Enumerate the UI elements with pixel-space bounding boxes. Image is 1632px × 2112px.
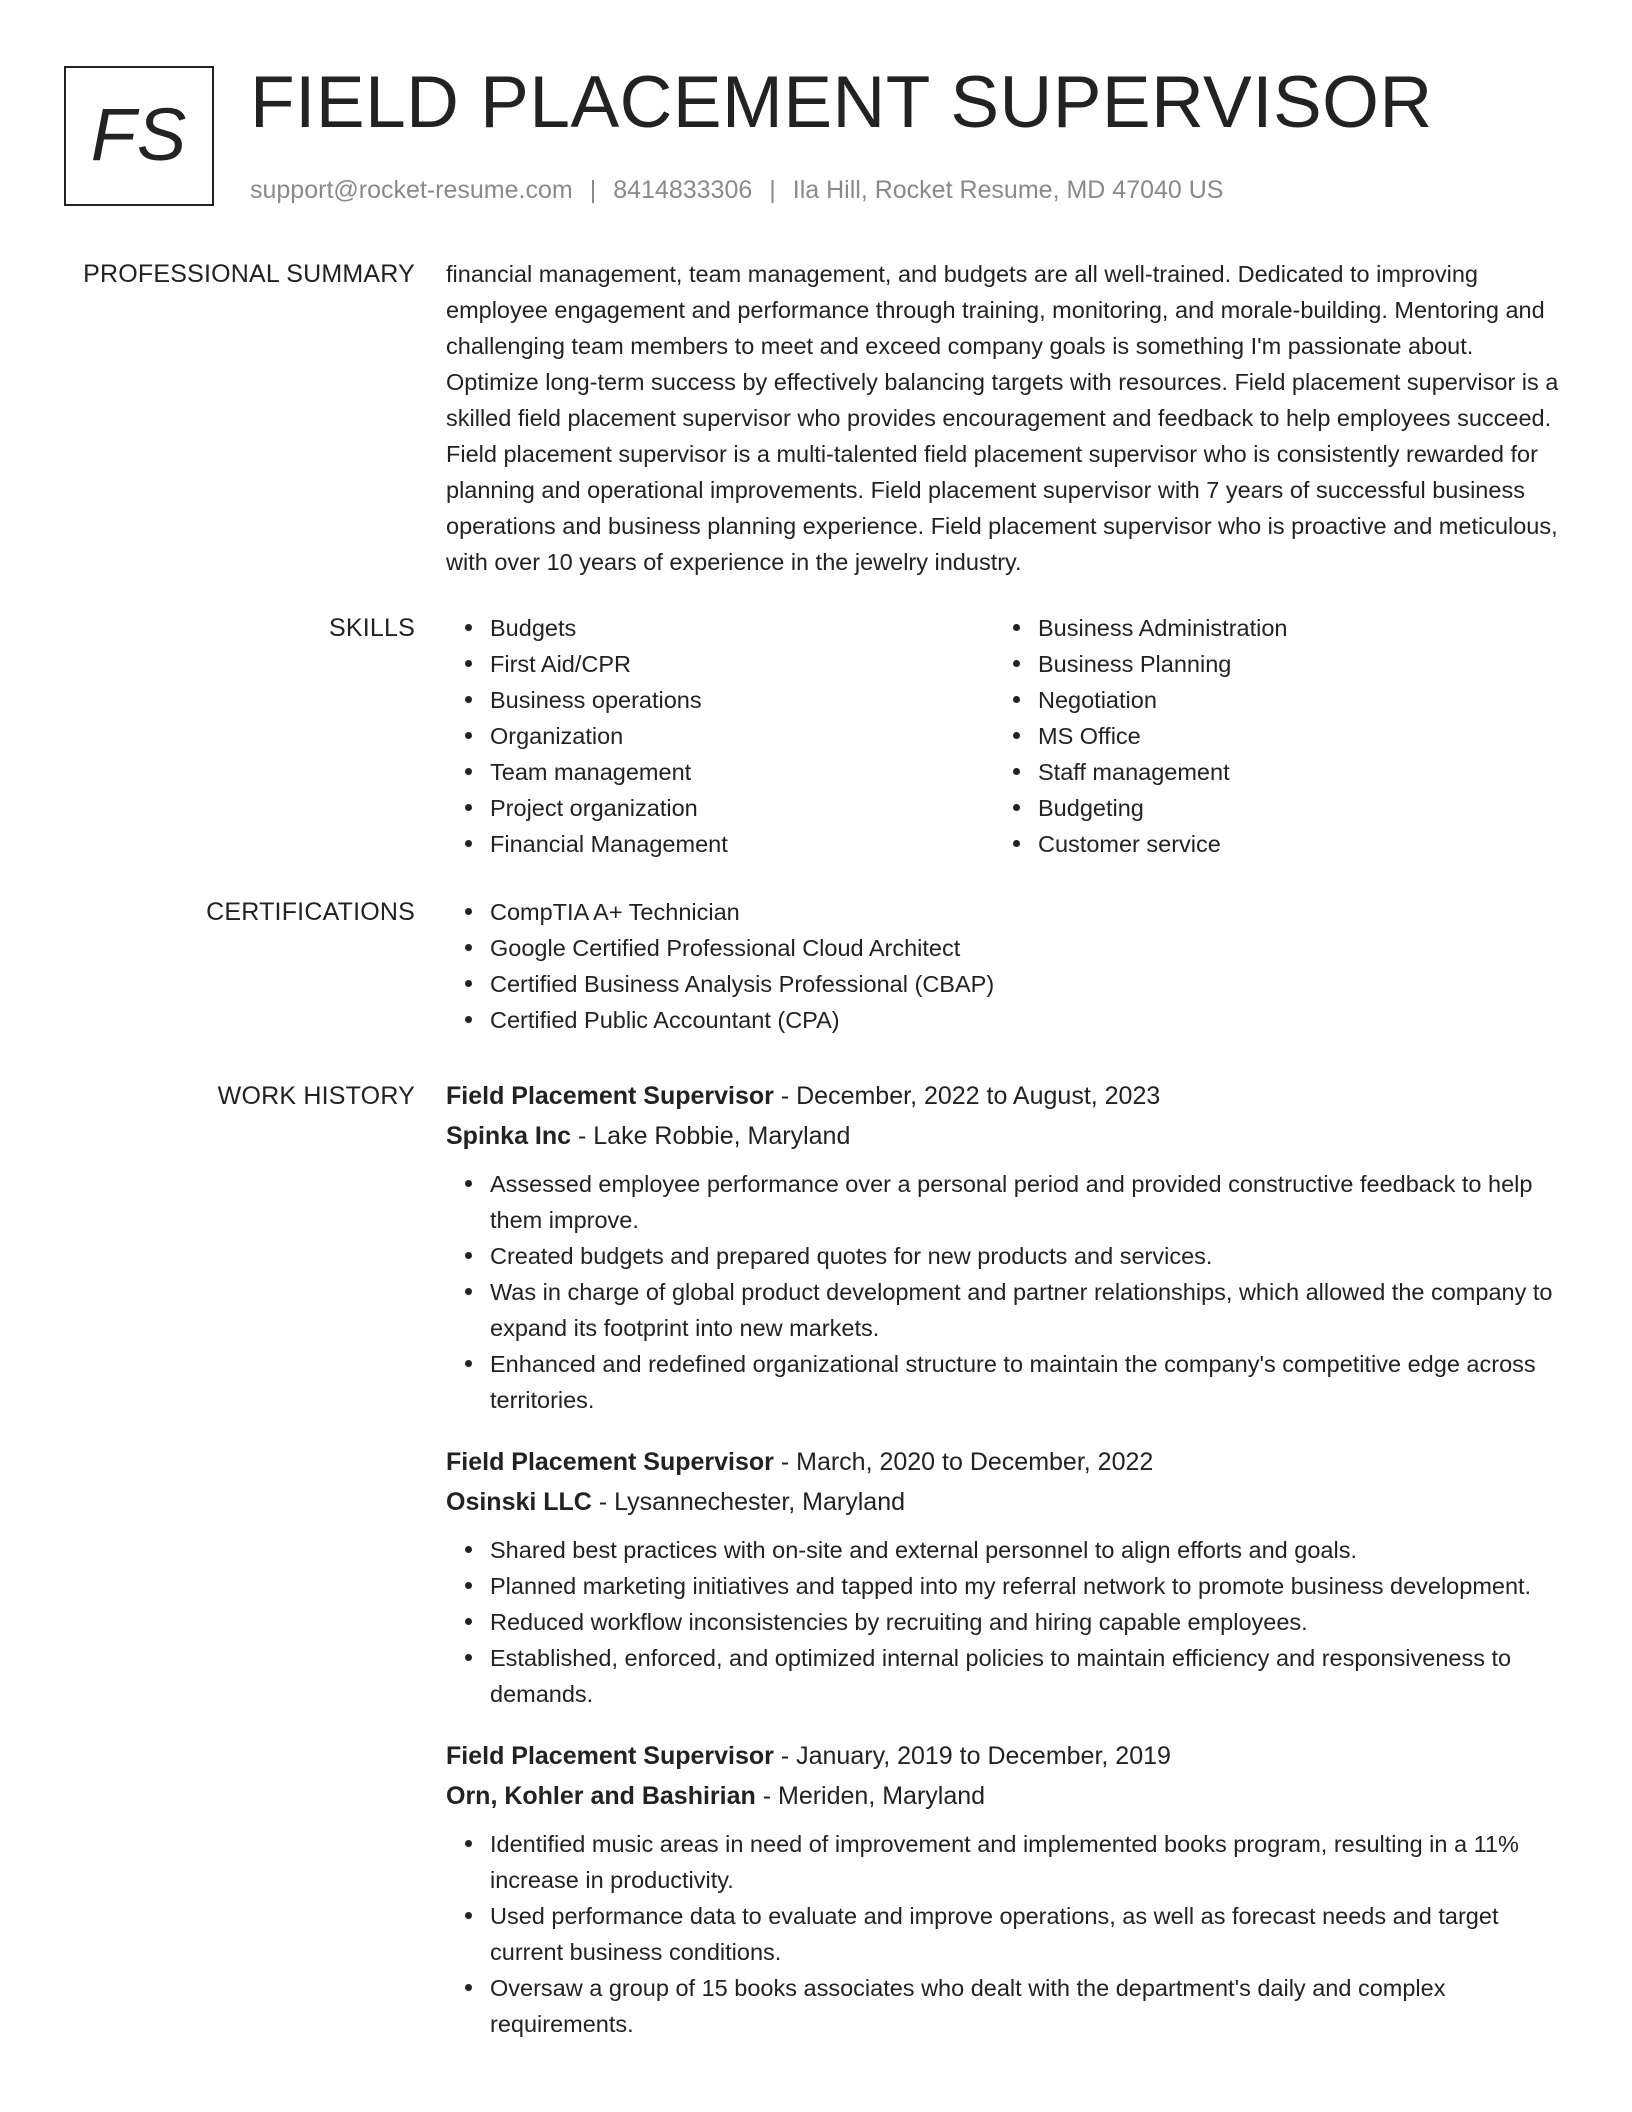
certifications-heading: CERTIFICATIONS (206, 898, 415, 926)
job-location: - Meriden, Maryland (755, 1782, 986, 1810)
list-item: Planned marketing initiatives and tapped into my referral network to promote business development. (490, 1568, 1566, 1604)
list-item: Customer service (1038, 826, 1542, 862)
skills-heading: SKILLS (329, 614, 415, 642)
list-item: Google Certified Professional Cloud Architect (490, 930, 1566, 966)
list-item: Was in charge of global product development and partner relationships, which allowed the company to expand its footprint into new markets. (490, 1274, 1566, 1346)
contact-separator: | (769, 176, 776, 204)
job-entry (446, 1736, 1566, 2042)
list-item: Business Administration (1038, 610, 1542, 646)
list-item: Assessed employee performance over a personal period and provided constructive feedback to help them improve. (490, 1166, 1566, 1238)
list-item: Organization (490, 718, 994, 754)
list-item: Established, enforced, and optimized internal policies to maintain efficiency and responsiveness to demands. (490, 1640, 1566, 1712)
list-item: Budgets (490, 610, 994, 646)
job-dates: - December, 2022 to August, 2023 (773, 1082, 1161, 1110)
contact-email[interactable]: support@rocket-resume.com (250, 176, 573, 204)
list-item: Financial Management (490, 826, 994, 862)
contact-separator: | (589, 176, 597, 204)
job-location: - Lake Robbie, Maryland (571, 1122, 851, 1150)
list-item: CompTIA A+ Technician (490, 894, 1566, 930)
certifications-body (446, 894, 1566, 1038)
job-title-line (446, 1442, 1566, 1482)
skills-list-right (994, 610, 1542, 862)
list-item: Used performance data to evaluate and improve operations, as well as forecast needs and target current business conditions. (490, 1898, 1566, 1970)
job-bullets (446, 1166, 1566, 1418)
monogram-initials: FS (90, 92, 188, 176)
job-company: Orn, Kohler and Bashirian (446, 1782, 756, 1810)
job-company-line (446, 1482, 1566, 1522)
list-item: Team management (490, 754, 994, 790)
list-item: Negotiation (1038, 682, 1542, 718)
contact-address: Ila Hill, Rocket Resume, MD 47040 US (792, 176, 1224, 204)
list-item: Budgeting (1038, 790, 1542, 826)
list-item: MS Office (1038, 718, 1542, 754)
job-location: - Lysannechester, Maryland (591, 1488, 905, 1516)
list-item: Shared best practices with on-site and external personnel to align efforts and goals. (490, 1532, 1566, 1568)
list-item: Enhanced and redefined organizational structure to maintain the company's competitive edge across territories. (490, 1346, 1566, 1418)
job-company-line (446, 1776, 1566, 1816)
monogram-logo (64, 66, 214, 206)
job-bullets (446, 1826, 1566, 2042)
job-title: Field Placement Supervisor (446, 1082, 774, 1110)
contact-line (250, 173, 1223, 207)
list-item: First Aid/CPR (490, 646, 994, 682)
job-company: Spinka Inc (446, 1122, 572, 1150)
summary-body (446, 256, 1566, 580)
job-title-line (446, 1076, 1566, 1116)
summary-heading: PROFESSIONAL SUMMARY (83, 260, 415, 288)
list-item: Project organization (490, 790, 994, 826)
summary-text: financial management, team management, and budgets are all well-trained. Dedicated to improving employee engagement and performance through training, monitoring, and morale-building. Mentoring and challenging team members to meet and exceed company goals is something I'm passionate about. Optimize long-term success by effectively balancing targets with resources. Field placement supervisor is a skilled field placement supervisor who provides encouragement and feedback to help employees succeed. Field placement supervisor is a multi-talented field placement supervisor who is consistently rewarded for planning and operational improvements. Field placement supervisor with 7 years of successful business operations and business planning experience. Field placement supervisor who is proactive and meticulous, with over 10 years of experience in the jewelry industry. (446, 261, 1559, 575)
work-history-heading: WORK HISTORY (217, 1082, 415, 1110)
list-item: Identified music areas in need of improvement and implemented books program, resulting in a 11% increase in productivity. (490, 1826, 1566, 1898)
list-item: Business operations (490, 682, 994, 718)
job-company: Osinski LLC (446, 1488, 592, 1516)
job-dates: - March, 2020 to December, 2022 (773, 1448, 1154, 1476)
job-title-line (446, 1736, 1566, 1776)
job-title: Field Placement Supervisor (446, 1742, 774, 1770)
work-history-body (446, 1076, 1566, 2066)
list-item: Business Planning (1038, 646, 1542, 682)
skills-body (446, 610, 1566, 862)
resume-title: FIELD PLACEMENT SUPERVISOR (250, 62, 1433, 143)
job-dates: - January, 2019 to December, 2019 (773, 1742, 1171, 1770)
list-item: Staff management (1038, 754, 1542, 790)
job-title: Field Placement Supervisor (446, 1448, 774, 1476)
list-item: Certified Business Analysis Professional (CBAP) (490, 966, 1566, 1002)
contact-phone[interactable]: 8414833306 (613, 176, 753, 204)
job-company-line (446, 1116, 1566, 1156)
list-item: Reduced workflow inconsistencies by recruiting and hiring capable employees. (490, 1604, 1566, 1640)
job-bullets (446, 1532, 1566, 1712)
skills-list-left (446, 610, 994, 862)
list-item: Certified Public Accountant (CPA) (490, 1002, 1566, 1038)
job-entry (446, 1076, 1566, 1418)
list-item: Oversaw a group of 15 books associates who dealt with the department's daily and complex requirements. (490, 1970, 1566, 2042)
certifications-list (446, 894, 1566, 1038)
list-item: Created budgets and prepared quotes for new products and services. (490, 1238, 1566, 1274)
job-entry (446, 1442, 1566, 1712)
